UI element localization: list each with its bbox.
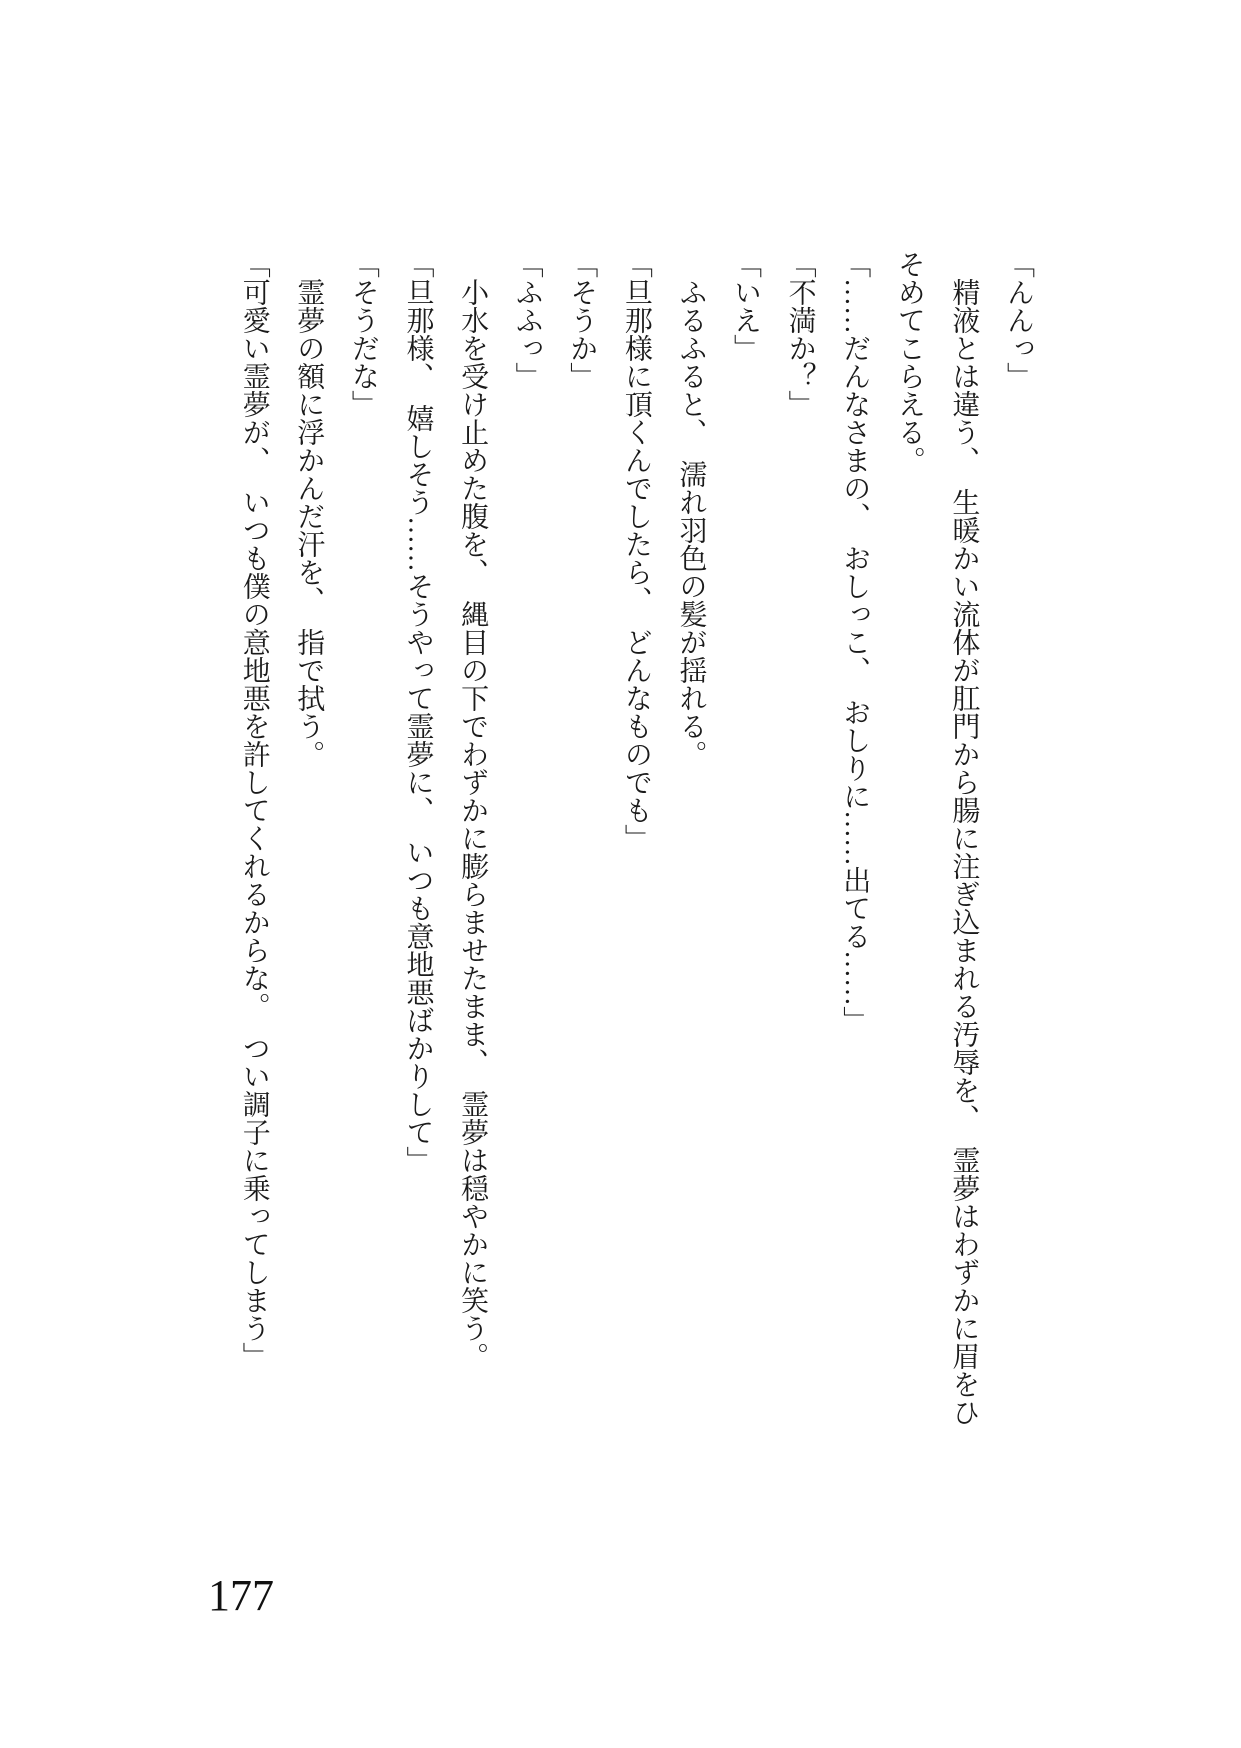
text-line-3: そめてこらえる。	[893, 250, 925, 474]
text-line-1: 「んんっ」	[1003, 250, 1034, 390]
text-line-4: 「……だんなさまの、 おしっこ、 おしりに……出てる……」	[839, 250, 871, 1034]
text-line-9: 「そうか」	[566, 250, 598, 390]
text-line-2: 精液とは違う、 生暖かい流体が肛門から腸に注ぎ込まれる汚辱を、 霊夢はわずかに眉をひ	[948, 250, 980, 1426]
text-line-8: 「旦那様に頂くんでしたら、 どんなものでも」	[620, 250, 652, 852]
text-line-14: 霊夢の額に浮かんだ汗を、 指で拭う。	[293, 250, 325, 768]
text-line-13: 「そうだな」	[347, 250, 379, 418]
text-line-10: 「ふふっ」	[511, 250, 543, 390]
vertical-text-block	[226, 250, 1045, 1478]
text-line-5: 「不満か？」	[784, 250, 816, 418]
text-line-6: 「いえ」	[730, 250, 762, 362]
page-number: 177	[208, 1571, 274, 1620]
text-line-7: ふるふると、 濡れ羽色の髪が揺れる。	[675, 250, 707, 768]
text-line-15: 「可愛い霊夢が、 いつも僕の意地悪を許してくれるからな。 つい調子に乗ってしまう」	[238, 250, 270, 1370]
text-line-11: 小水を受け止めた腹を、 縄目の下でわずかに膨らませたまま、 霊夢は穏やかに笑う。	[457, 250, 489, 1370]
text-line-12: 「旦那様、 嬉しそう……そうやって霊夢に、 いつも意地悪ばかりして」	[402, 250, 434, 1174]
